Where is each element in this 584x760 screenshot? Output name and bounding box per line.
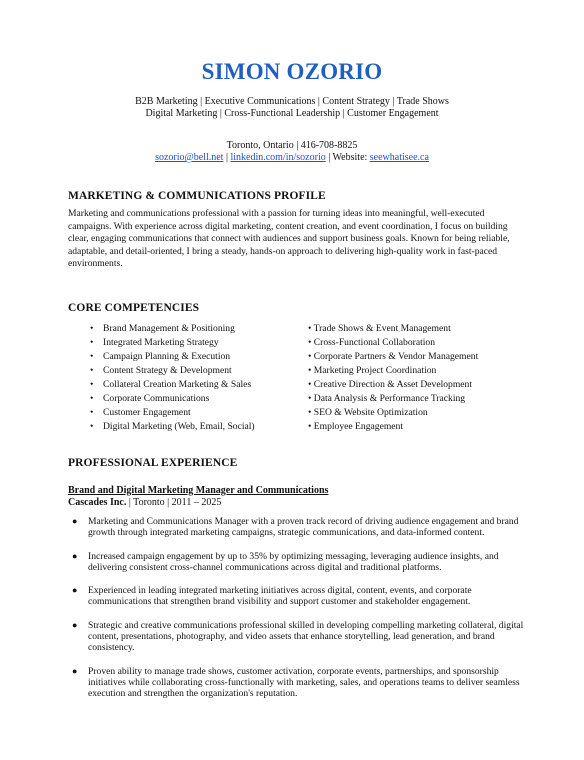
list-item: • Collateral Creation Marketing & Sales (90, 379, 252, 390)
bullet-icon: • (90, 379, 94, 390)
website-link[interactable]: seewhatisee.ca (369, 152, 429, 163)
profile-summary: Marketing and communications professional with a passion for turning ideas into meaningful, well-executed campaigns. With experience across digital marketing, content creation, and event coordination, I focus on building clear, engaging communications that connect with audiences and support business goals. Known for being reliable, adaptable, and detail-oriented, I bring a steady, hands-on approach to delivering high-quality work in fast-paced environments. (68, 208, 510, 269)
bullet-icon: • (90, 407, 94, 418)
bullet-icon: • (308, 421, 312, 432)
tagline-line-1: B2B Marketing | Executive Communications | Content Strategy | Trade Shows (135, 96, 449, 107)
list-item: • Campaign Planning & Execution (90, 351, 231, 362)
list-item: • SEO & Website Optimization (308, 407, 428, 418)
bullet-icon: • (308, 351, 312, 362)
bullet-icon: ● (72, 516, 78, 526)
contact-links (0, 152, 584, 163)
experience-heading: PROFESSIONAL EXPERIENCE (68, 457, 238, 469)
job-title: Brand and Digital Marketing Manager and Communications (68, 485, 329, 496)
list-item: • Marketing Project Coordination (308, 365, 437, 376)
list-item: • Cross-Functional Collaboration (308, 337, 436, 348)
bullet-icon: • (90, 393, 94, 404)
candidate-name: SIMON OZORIO (201, 59, 383, 84)
linkedin-link[interactable]: linkedin.com/in/sozorio (230, 152, 326, 163)
list-item: • Creative Direction & Asset Development (308, 379, 473, 390)
job-location-dates: | Toronto | 2011 – 2025 (126, 497, 222, 508)
list-item: ● Strategic and creative communications professional skilled in developing compelling marketing collateral, digital content, presentations, photography, and video assets that enhance storytelling, lead generation, and brand consistency. (72, 619, 524, 654)
list-item: ● Experienced in leading integrated marketing initiatives across digital, content, events, and corporate communications that strengthen brand visibility and support customer and stakeholder engagement. (72, 585, 472, 608)
list-item: • Employee Engagement (308, 421, 404, 432)
bullet-icon: • (308, 379, 312, 390)
website-label: | Website: (325, 152, 370, 163)
contact-separator: | (223, 152, 231, 163)
location-phone: Toronto, Ontario | 416-708-8825 (226, 140, 358, 151)
bullet-icon: ● (72, 619, 78, 630)
competencies-right-list (308, 322, 478, 434)
list-item: • Corporate Communications (90, 393, 210, 404)
list-item: • Content Strategy & Development (90, 365, 232, 376)
tagline-line-2: Digital Marketing | Cross-Functional Leadership | Customer Engagement (145, 108, 439, 119)
competencies-left-list (90, 322, 255, 434)
bullet-icon: • (308, 393, 312, 404)
bullet-icon: • (90, 323, 94, 334)
profile-heading: MARKETING & COMMUNICATIONS PROFILE (68, 190, 326, 202)
list-item: • Data Analysis & Performance Tracking (308, 393, 466, 404)
bullet-icon: • (308, 337, 312, 348)
list-item: ● Marketing and Communications Manager with a proven track record of driving audience engagement and brand growth through integrated marketing campaigns, strategic communications, and data-informed content. (72, 516, 519, 539)
competencies-heading: CORE COMPETENCIES (68, 302, 200, 314)
list-item: ● Proven ability to manage trade shows, customer activation, corporate events, partnerships, and sponsorship initiatives while collaborating cross-functionally with marketing, sales, and operations teams to deliver seamless execution and strengthen the organization's reputation. (72, 665, 520, 700)
experience-bullets (72, 516, 524, 712)
list-item: • Corporate Partners & Vendor Management (308, 351, 479, 362)
company-name: Cascades Inc. (68, 497, 127, 508)
bullet-icon: • (90, 337, 94, 348)
bullet-icon: ● (72, 550, 78, 561)
list-item: • Customer Engagement (90, 407, 191, 418)
bullet-icon: • (90, 365, 94, 376)
email-link[interactable]: sozorio@bell.net (155, 152, 224, 163)
bullet-icon: ● (72, 665, 78, 676)
bullet-icon: ● (72, 585, 78, 596)
list-item: ● Increased campaign engagement by up to 35% by optimizing messaging, leveraging audience insights, and delivering consistent cross-channel communications across digital and traditional platforms. (72, 550, 499, 573)
list-item: • Trade Shows & Event Management (308, 323, 451, 334)
bullet-icon: • (308, 407, 312, 418)
list-item: • Brand Management & Positioning (90, 323, 235, 334)
bullet-icon: • (308, 323, 312, 334)
bullet-icon: • (308, 365, 312, 376)
bullet-icon: • (90, 421, 94, 432)
list-item: • Integrated Marketing Strategy (90, 337, 219, 348)
job-meta (68, 497, 221, 508)
bullet-icon: • (90, 351, 94, 362)
list-item: • Digital Marketing (Web, Email, Social) (90, 421, 255, 432)
